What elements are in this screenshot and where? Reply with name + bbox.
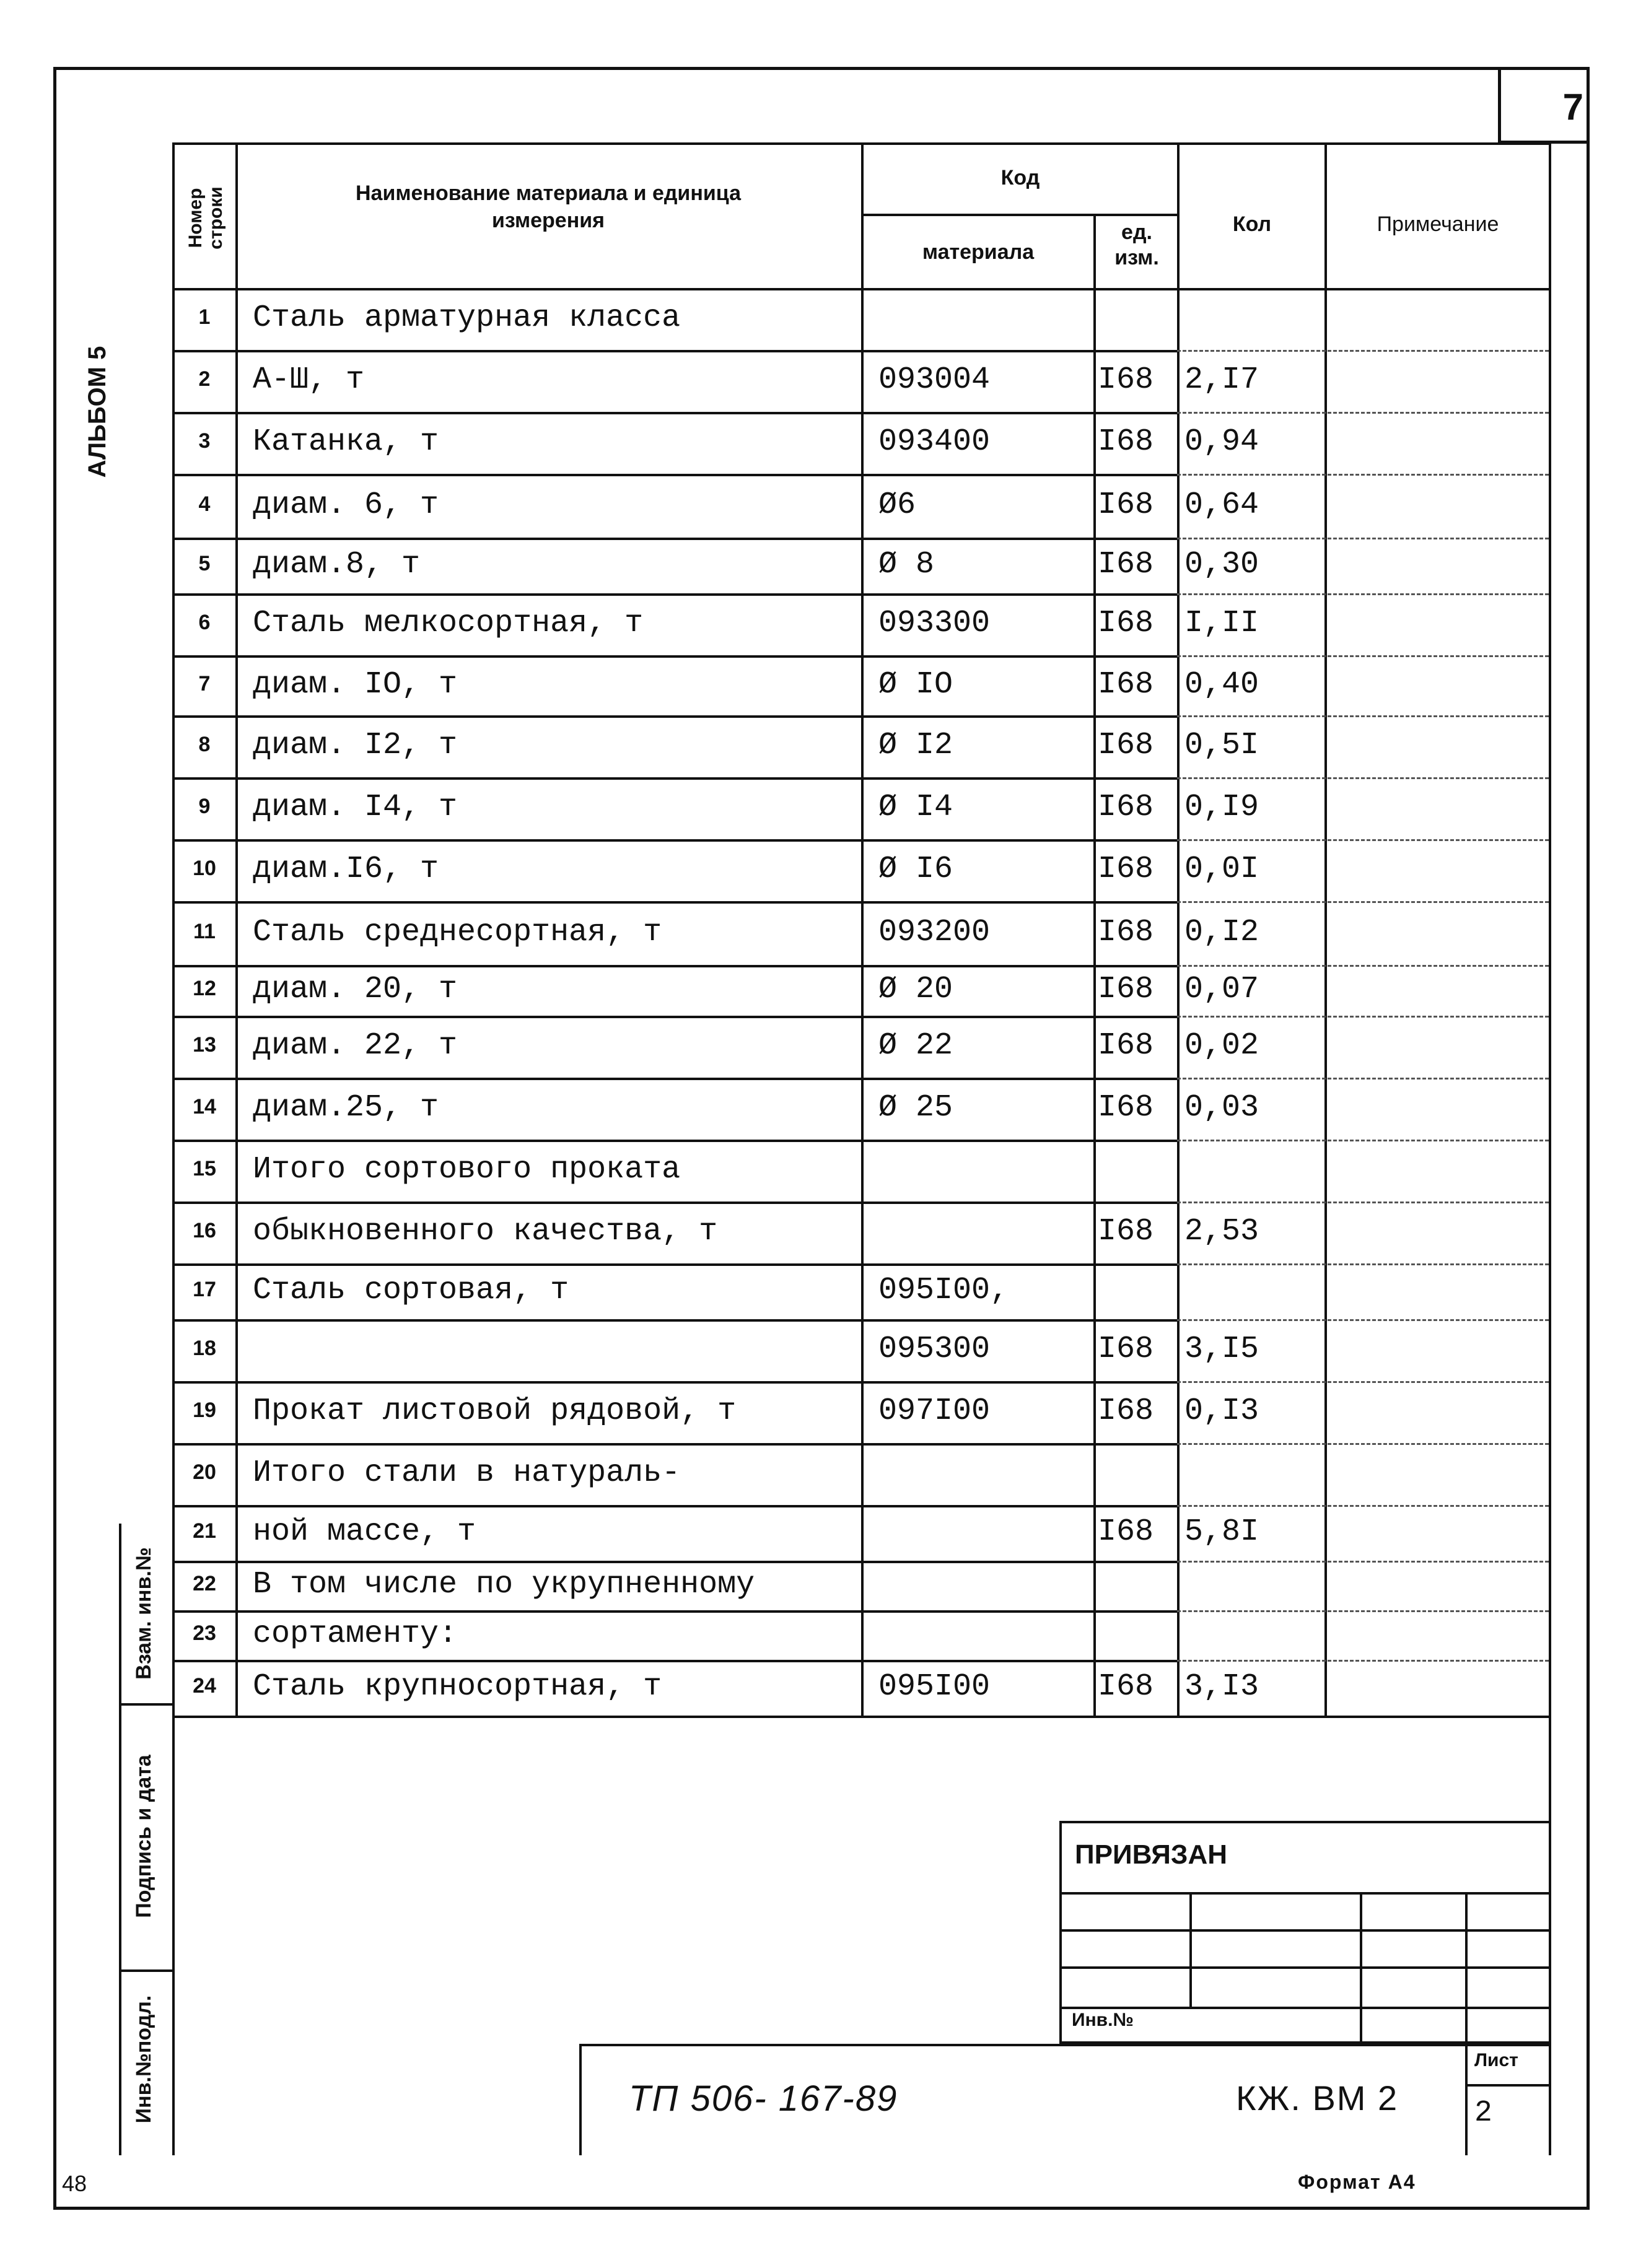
row-name: диам. I4, т <box>253 790 458 825</box>
row-name: Сталь среднесортная, т <box>253 914 662 950</box>
row-divider-dashed <box>1177 1505 1549 1507</box>
header-name: Наименование материала и единица измерения <box>356 181 741 233</box>
row-number: 1 <box>198 305 211 329</box>
row-divider <box>172 965 1177 967</box>
row-number: 19 <box>193 1398 216 1422</box>
row-code: 095300 <box>878 1332 991 1367</box>
row-divider <box>172 777 1177 780</box>
row-code: Ø IO <box>878 666 953 702</box>
row-unit: I68 <box>1098 852 1154 887</box>
row-name: Сталь арматурная класса <box>253 300 681 336</box>
inv-no-label: Инв.№ <box>1072 2010 1134 2030</box>
row-divider-dashed <box>1177 965 1549 967</box>
row-divider-dashed <box>1177 412 1549 414</box>
stamp-line <box>1059 2007 1549 2009</box>
row-name: диам.25, т <box>253 1090 439 1125</box>
header-code: Код <box>1000 166 1040 190</box>
row-qty: 0,I3 <box>1184 1394 1259 1429</box>
row-unit: I68 <box>1098 424 1154 460</box>
row-qty: I,II <box>1184 606 1259 641</box>
table-bottom <box>172 1716 1551 1718</box>
row-name: диам. 20, т <box>253 972 458 1007</box>
row-name: Сталь крупносортная, т <box>253 1669 662 1704</box>
stamp-line <box>1059 1966 1549 1969</box>
row-divider-dashed <box>1177 1263 1549 1265</box>
sheet-code: КЖ. ВМ 2 <box>1236 2078 1399 2118</box>
row-qty: 0,03 <box>1184 1090 1259 1125</box>
row-number: 11 <box>193 919 216 943</box>
row-name: Прокат листовой рядовой, т <box>253 1394 737 1429</box>
row-code: 093300 <box>878 606 991 641</box>
row-number: 13 <box>193 1033 216 1057</box>
row-name: ной массе, т <box>253 1514 476 1550</box>
row-number: 10 <box>193 857 216 880</box>
table-border-right <box>1549 142 1551 2155</box>
side-stamp-vzam: Взам. инв.№ <box>132 1547 155 1680</box>
row-name: диам. 6, т <box>253 487 439 523</box>
header-bottom <box>172 288 1551 290</box>
row-name: диам. IO, т <box>253 666 458 702</box>
row-number: 4 <box>198 492 211 516</box>
list-label: Лист <box>1474 2050 1518 2070</box>
album-label: АЛЬБОМ 5 <box>84 346 111 478</box>
row-qty: 0,94 <box>1184 424 1259 460</box>
row-number: 18 <box>193 1337 216 1360</box>
stamp-line <box>1059 1892 1549 1895</box>
row-qty: 2,I7 <box>1184 362 1259 398</box>
row-divider <box>172 1561 1177 1563</box>
row-number: 20 <box>193 1460 216 1484</box>
row-unit: I68 <box>1098 666 1154 702</box>
row-qty: 0,30 <box>1184 547 1259 582</box>
page-number: 48 <box>62 2171 87 2196</box>
row-divider-dashed <box>1177 1202 1549 1203</box>
col-divider <box>1324 142 1327 1716</box>
row-code: 093200 <box>878 914 991 950</box>
header-code-material: материала <box>922 240 1035 264</box>
row-number: 22 <box>193 1572 216 1595</box>
row-code: Ø6 <box>878 487 916 523</box>
header-row-number: Номер строки <box>185 186 226 250</box>
row-divider <box>172 1505 1177 1507</box>
sheet-number: 7 <box>1498 67 1590 144</box>
row-name: Катанка, т <box>253 424 439 460</box>
side-stamp-border <box>119 1524 121 2155</box>
row-divider <box>172 1443 1177 1446</box>
row-code: 095I00 <box>878 1669 991 1704</box>
row-number: 3 <box>198 429 211 453</box>
row-name: В том числе по укрупненному <box>253 1567 755 1602</box>
row-qty: 0,07 <box>1184 972 1259 1007</box>
row-unit: I68 <box>1098 1669 1154 1704</box>
row-divider <box>172 1319 1177 1322</box>
row-name: диам.I6, т <box>253 852 439 887</box>
row-name: А-Ш, т <box>253 362 365 398</box>
row-unit: I68 <box>1098 790 1154 825</box>
row-divider <box>172 839 1177 842</box>
row-code: 093004 <box>878 362 991 398</box>
row-divider-dashed <box>1177 1660 1549 1662</box>
row-unit: I68 <box>1098 1394 1154 1429</box>
row-name: сортаменту: <box>253 1616 458 1652</box>
row-qty: 0,64 <box>1184 487 1259 523</box>
row-qty: 0,5I <box>1184 728 1259 763</box>
list-value: 2 <box>1474 2096 1492 2130</box>
row-divider-dashed <box>1177 839 1549 841</box>
row-divider-dashed <box>1177 474 1549 476</box>
row-divider <box>172 1610 1177 1613</box>
col-divider <box>1177 142 1180 1716</box>
row-name: Итого стали в натураль- <box>253 1455 681 1491</box>
row-divider <box>172 1140 1177 1142</box>
row-divider-dashed <box>1177 1140 1549 1141</box>
row-number: 7 <box>198 671 211 696</box>
row-unit: I68 <box>1098 914 1154 950</box>
row-qty: 0,I9 <box>1184 790 1259 825</box>
format-label: Формат А4 <box>1298 2171 1416 2193</box>
side-stamp-inv-podl: Инв.№подл. <box>132 1995 155 2124</box>
row-code: Ø 20 <box>878 972 953 1007</box>
row-divider <box>172 1263 1177 1266</box>
row-name: Сталь сортовая, т <box>253 1273 569 1308</box>
col-divider <box>861 142 864 1716</box>
row-name: диам. 22, т <box>253 1028 458 1063</box>
row-qty: 0,0I <box>1184 852 1259 887</box>
row-qty: 0,I2 <box>1184 914 1259 950</box>
row-divider-dashed <box>1177 1443 1549 1445</box>
stamp-col <box>1360 1892 1362 2044</box>
row-number: 8 <box>198 733 211 756</box>
row-divider <box>172 350 1177 352</box>
row-qty: 3,I3 <box>1184 1669 1259 1704</box>
row-divider-dashed <box>1177 1610 1549 1612</box>
row-qty: 0,40 <box>1184 666 1259 702</box>
row-code: Ø 25 <box>878 1090 953 1125</box>
row-unit: I68 <box>1098 1214 1154 1249</box>
row-code: Ø 8 <box>878 547 935 582</box>
row-name: Сталь мелкосортная, т <box>253 606 644 641</box>
row-unit: I68 <box>1098 972 1154 1007</box>
row-unit: I68 <box>1098 606 1154 641</box>
header-note: Примечание <box>1377 212 1499 236</box>
row-name: Итого сортового проката <box>253 1152 681 1187</box>
row-unit: I68 <box>1098 1028 1154 1063</box>
row-code: Ø I2 <box>878 728 953 763</box>
row-qty: 0,02 <box>1184 1028 1259 1063</box>
row-number: 2 <box>198 367 211 391</box>
row-divider <box>172 1660 1177 1662</box>
row-divider-dashed <box>1177 655 1549 657</box>
row-code: Ø I6 <box>878 852 953 887</box>
col-divider <box>235 142 238 1716</box>
row-divider <box>172 474 1177 476</box>
row-divider <box>172 1202 1177 1204</box>
row-unit: I68 <box>1098 1514 1154 1550</box>
row-unit: I68 <box>1098 487 1154 523</box>
row-unit: I68 <box>1098 1332 1154 1367</box>
header-divider <box>861 214 1180 216</box>
row-name: диам.8, т <box>253 547 421 582</box>
row-number: 24 <box>193 1674 216 1698</box>
row-divider-dashed <box>1177 538 1549 539</box>
row-number: 9 <box>198 795 211 818</box>
row-number: 21 <box>193 1519 216 1543</box>
row-qty: 5,8I <box>1184 1514 1259 1550</box>
row-number: 16 <box>193 1219 216 1242</box>
row-code: 097I00 <box>878 1394 991 1429</box>
row-divider <box>172 538 1177 540</box>
row-code: 095I00, <box>878 1273 1009 1308</box>
row-number: 17 <box>193 1278 216 1301</box>
side-stamp-podpis: Подпись и дата <box>132 1755 155 1918</box>
row-divider <box>172 1381 1177 1384</box>
row-name: обыкновенного качества, т <box>253 1214 718 1249</box>
row-divider-dashed <box>1177 901 1549 903</box>
row-divider-dashed <box>1177 350 1549 352</box>
row-divider <box>172 1016 1177 1018</box>
list-divider <box>1465 2084 1549 2087</box>
row-divider <box>172 593 1177 596</box>
row-divider-dashed <box>1177 1381 1549 1383</box>
row-divider-dashed <box>1177 1561 1549 1563</box>
header-code-unit: ед. изм. <box>1114 220 1159 269</box>
table-border-top <box>172 142 1551 145</box>
stamp-col <box>1189 1892 1192 2007</box>
row-number: 6 <box>198 611 211 634</box>
row-unit: I68 <box>1098 728 1154 763</box>
privyazan-label: ПРИВЯЗАН <box>1075 1839 1228 1870</box>
row-code: 093400 <box>878 424 991 460</box>
header-qty: Кол <box>1232 212 1272 236</box>
row-number: 12 <box>193 977 216 1000</box>
row-divider-dashed <box>1177 1016 1549 1018</box>
row-qty: 3,I5 <box>1184 1332 1259 1367</box>
row-qty: 2,53 <box>1184 1214 1259 1249</box>
row-divider <box>172 655 1177 658</box>
row-name: диам. I2, т <box>253 728 458 763</box>
row-divider <box>172 715 1177 718</box>
stamp-line <box>1059 1929 1549 1932</box>
row-divider-dashed <box>1177 1319 1549 1321</box>
row-divider-dashed <box>1177 593 1549 595</box>
row-number: 23 <box>193 1621 216 1645</box>
doc-code: ТП 506- 167-89 <box>629 2078 898 2119</box>
row-unit: I68 <box>1098 547 1154 582</box>
row-divider-dashed <box>1177 777 1549 779</box>
row-divider-dashed <box>1177 715 1549 717</box>
row-divider-dashed <box>1177 1078 1549 1079</box>
row-unit: I68 <box>1098 1090 1154 1125</box>
row-divider <box>172 412 1177 414</box>
row-number: 14 <box>193 1095 216 1119</box>
row-number: 5 <box>198 552 211 575</box>
row-divider <box>172 1078 1177 1080</box>
row-code: Ø 22 <box>878 1028 953 1063</box>
row-code: Ø I4 <box>878 790 953 825</box>
row-divider <box>172 901 1177 904</box>
row-number: 15 <box>193 1157 216 1180</box>
row-unit: I68 <box>1098 362 1154 398</box>
